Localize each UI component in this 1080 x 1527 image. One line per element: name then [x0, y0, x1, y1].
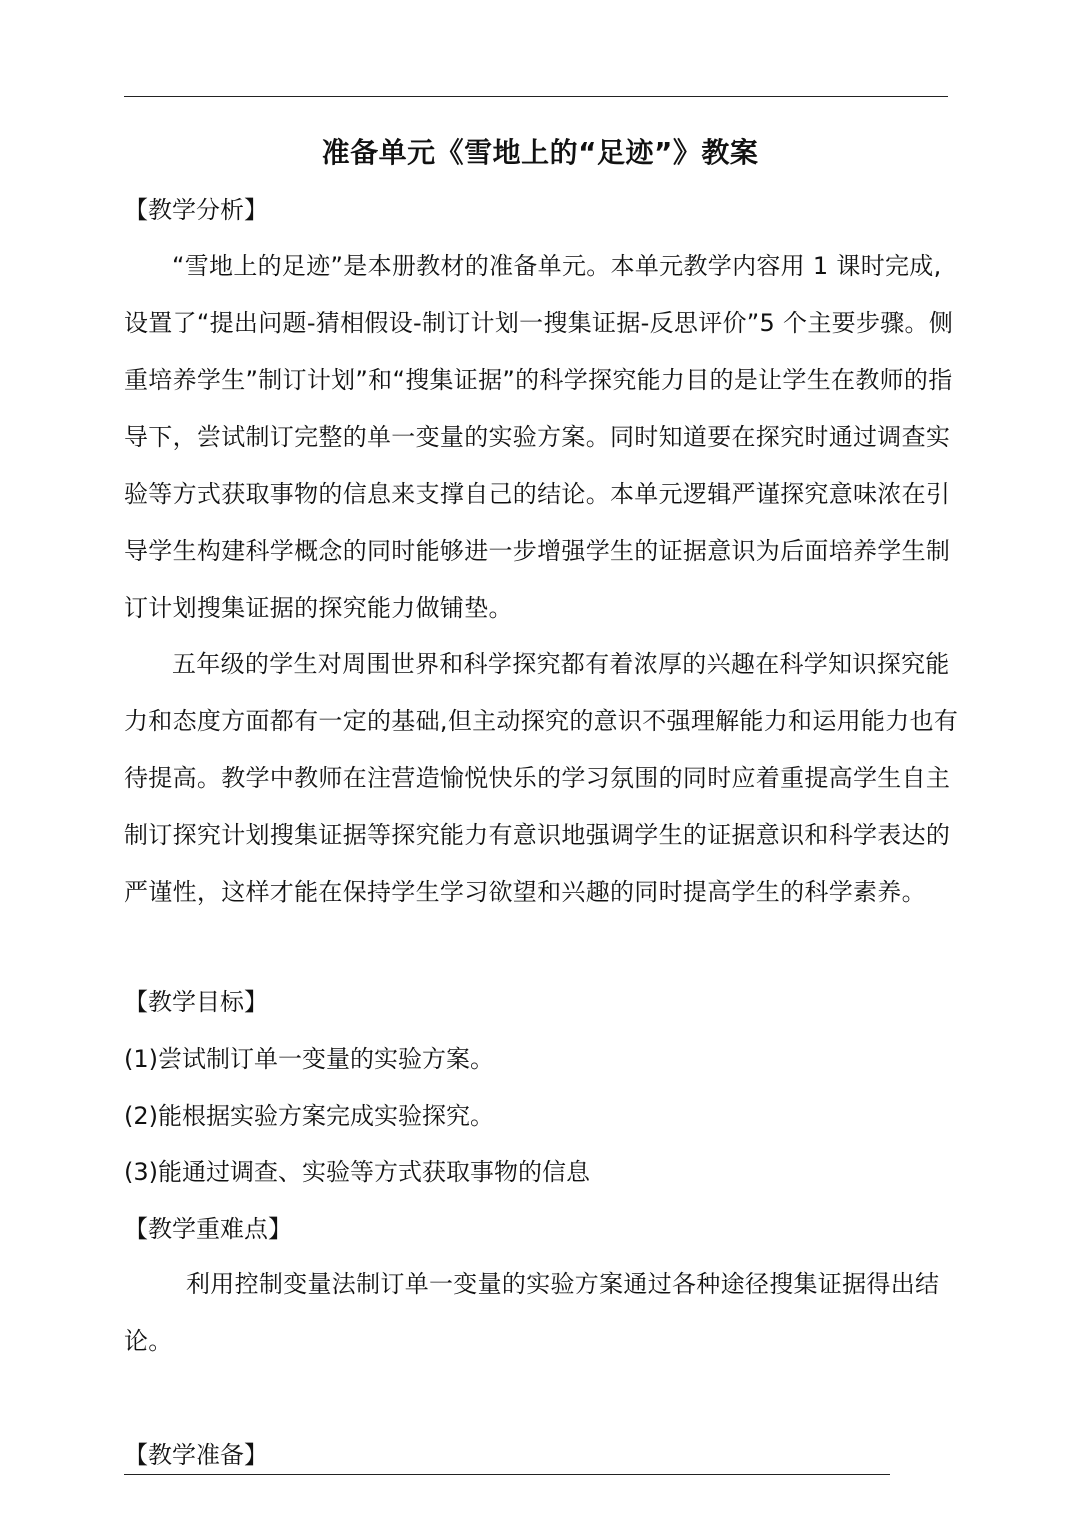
goal-item-1: (1)尝试制订单一变量的实验方案。 — [124, 1045, 494, 1073]
goal-item-2: (2)能根据实验方案完成实验探究。 — [124, 1102, 494, 1130]
analysis-paragraph-1: “雪地上的足迹”是本册教材的准备单元。本单元教学内容用 1 课时完成,设置了“提出问题-猜相假设-制订计划一搜集证据-反思评价”5 个主要步骤。侧重培养学生”制订计划”和“搜集证据”的科学探究能力目的是让学生在教师的指导下，尝试制订完整的单一变量的实验方案。同时知道要在探究时通过调查实验等方式获取事物的信息来支撑自己的结论。本单元逻辑严谨探究意味浓在引导学生构建科学概念的同时能够进一步增强学生的证据意识为后面培养学生制订计划搜集证据的探究能力做铺垫。 — [124, 252, 954, 622]
section-heading-preparation: 【教学准备】 — [124, 1441, 268, 1469]
document-title: 准备单元《雪地上的“足迹”》教案 — [321, 136, 759, 169]
header-rule — [124, 96, 948, 97]
goal-item-3: (3)能通过调查、实验等方式获取事物的信息 — [124, 1158, 590, 1186]
footer-rule — [124, 1474, 890, 1475]
key-points-paragraph: 利用控制变量法制订单一变量的实验方案通过各种途径搜集证据得出结论。 — [124, 1270, 940, 1355]
analysis-paragraph-2: 五年级的学生对周围世界和科学探究都有着浓厚的兴趣在科学知识探究能力和态度方面都有一定的基础,但主动探究的意识不强理解能力和运用能力也有待提高。教学中教师在注营造愉悦快乐的学习氛围的同时应着重提高学生自主制订探究计划搜集证据等探究能力有意识地强调学生的证据意识和科学表达的严谨性，这样才能在保持学生学习欲望和兴趣的同时提高学生的科学素养。 — [124, 650, 959, 906]
section-heading-goals: 【教学目标】 — [124, 988, 268, 1016]
section-heading-key-points: 【教学重难点】 — [124, 1215, 292, 1243]
section-heading-analysis: 【教学分析】 — [124, 196, 268, 224]
